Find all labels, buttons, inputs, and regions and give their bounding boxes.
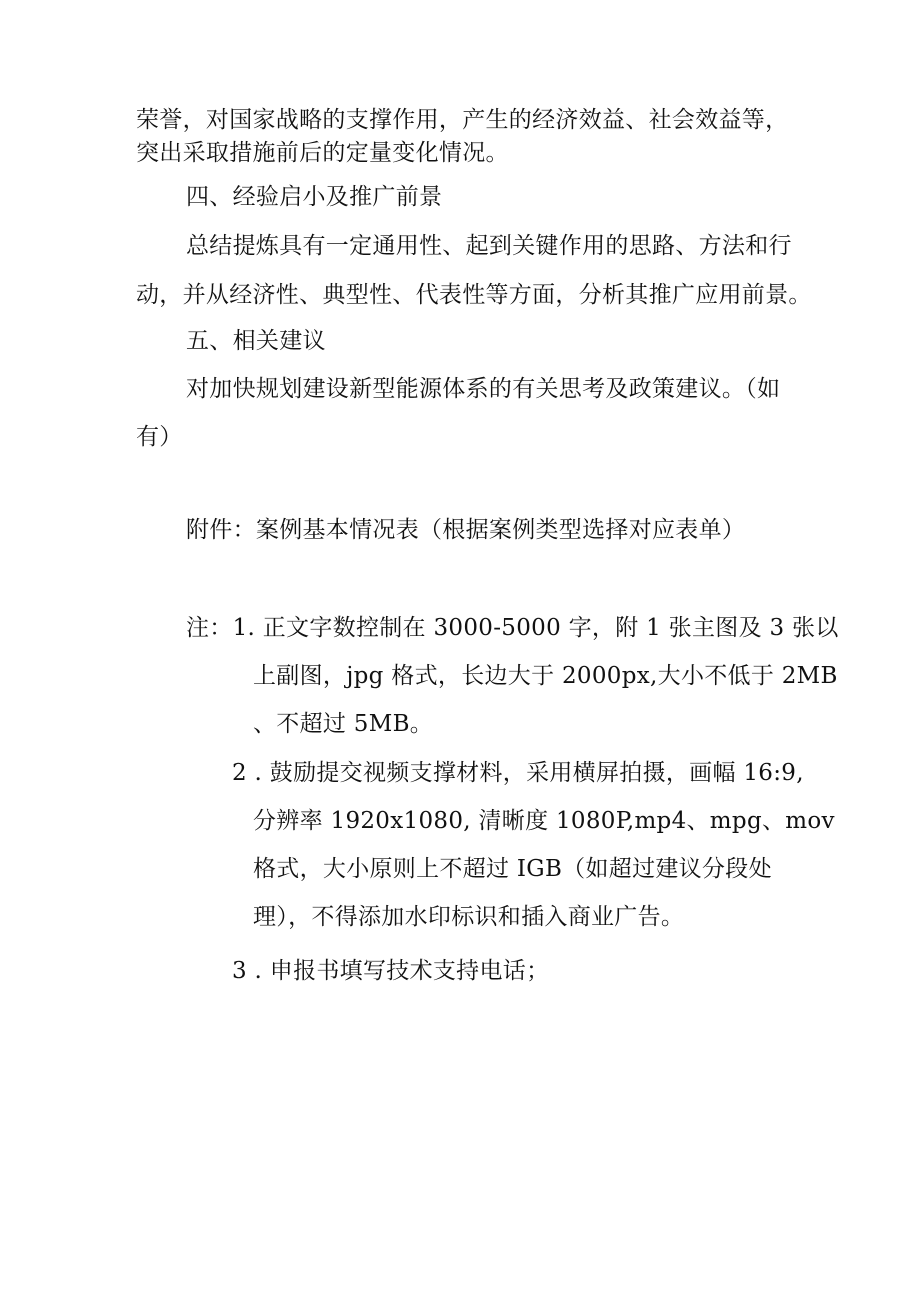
- note-2-line: 格式，大小原则上不超过 IGB（如超过建议分段处: [253, 856, 772, 882]
- section-heading-5: 五、相关建议: [186, 328, 326, 354]
- note-3-line: 3 . 申报书填写技术支持电话；: [232, 958, 550, 984]
- paragraph-line: 动，并从经济性、典型性、代表性等方面，分析其推广应用前景。: [136, 282, 812, 308]
- paragraph-line: 荣誉，对国家战略的支撑作用，产生的经济效益、社会效益等，: [136, 107, 789, 133]
- note-2-line: 2 . 鼓励提交视频支撑材料，采用横屏拍摄，画幅 16:9,: [232, 760, 804, 786]
- note-1-line: 、不超过 5MB。: [253, 711, 434, 737]
- note-1-line: 上副图，jpg 格式，长边大于 2000px,大小不低于 2MB: [253, 663, 838, 689]
- note-1-line: 注：1. 正文字数控制在 3000-5000 字，附 1 张主图及 3 张以: [186, 615, 839, 641]
- note-2-line: 分辨率 1920x1080, 清晰度 1080P,mp4、mpg、mov: [253, 808, 835, 834]
- paragraph-line: 突出采取措施前后的定量变化情况。: [136, 140, 509, 166]
- note-2-line: 理），不得添加水印标识和插入商业广告。: [253, 904, 685, 930]
- paragraph-line: 总结提炼具有一定通用性、起到关键作用的思路、方法和行: [186, 233, 792, 259]
- paragraph-line: 有）: [136, 424, 183, 450]
- paragraph-line: 对加快规划建设新型能源体系的有关思考及政策建议。（如: [186, 376, 781, 402]
- section-heading-4: 四、经验启小及推广前景: [186, 184, 443, 210]
- attachment-line: 附件：案例基本情况表（根据案例类型选择对应表单）: [186, 517, 746, 543]
